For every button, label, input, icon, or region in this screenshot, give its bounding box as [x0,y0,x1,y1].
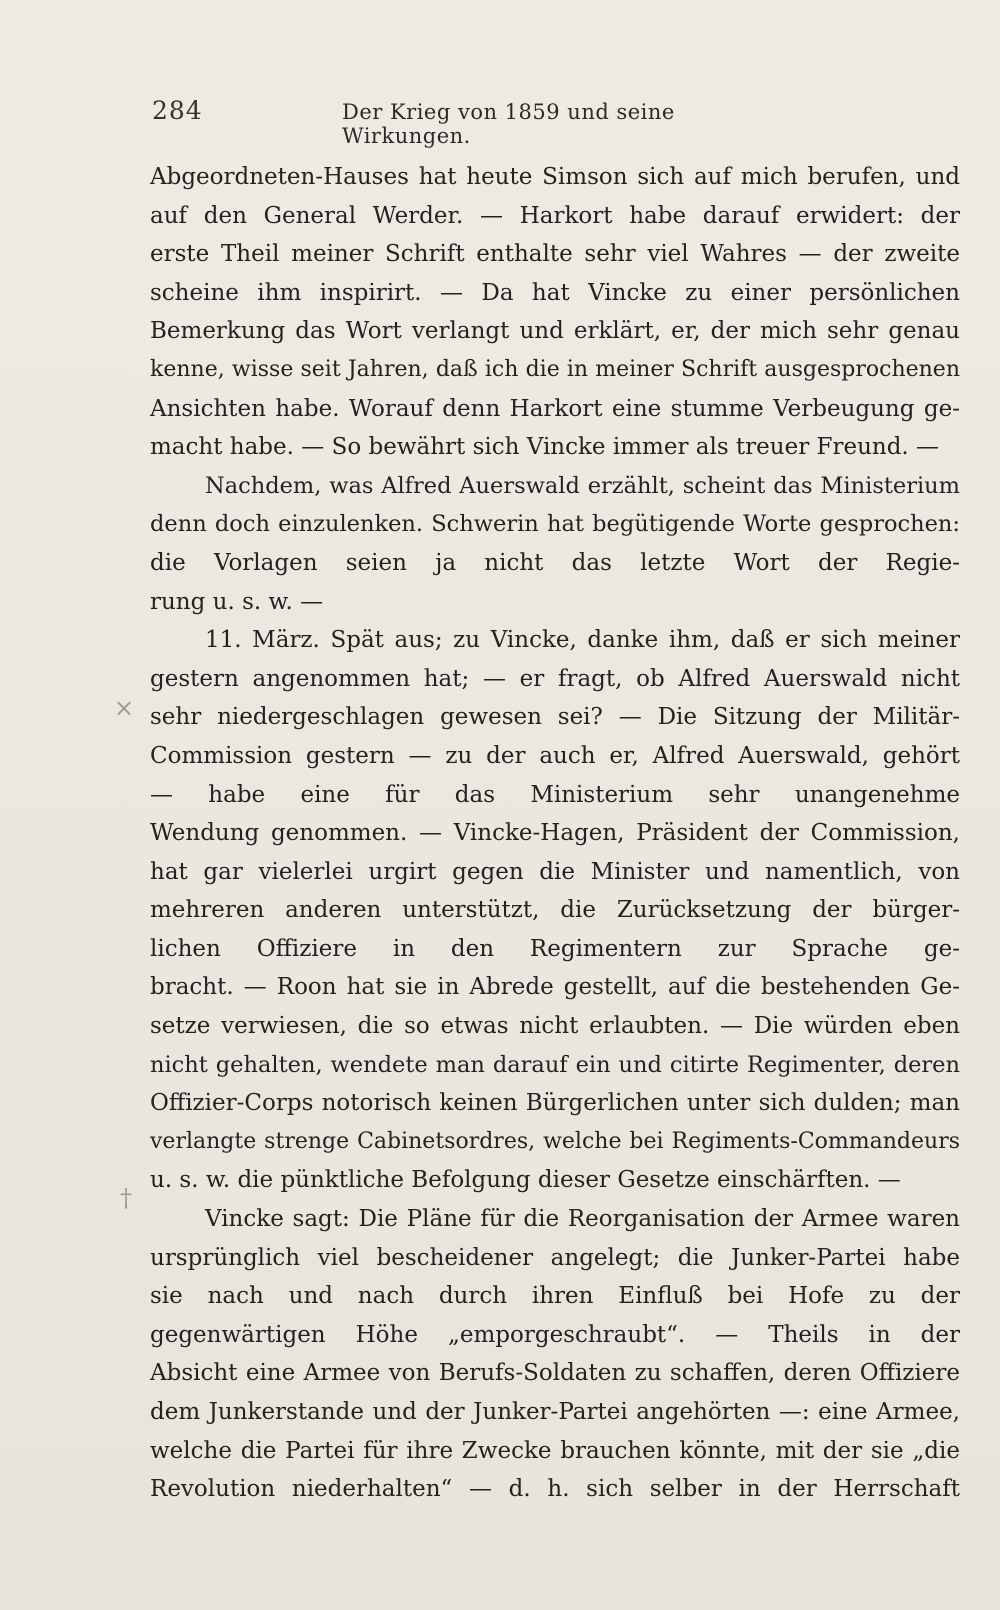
paragraph-first-line: Vincke sagt: Die Pläne für die Reorganisation der Armee waren [205,1206,960,1233]
text-line: dem Junkerstande und der Junker-Partei angehörten —: eine Armee, [150,1399,960,1425]
text-line: verlangte strenge Cabinetsordres, welche bei Regiments-Commandeurs [150,1128,960,1154]
text-line: — habe eine für das Ministerium sehr unangenehme [150,781,960,808]
text-line: Revolution niederhalten“ — d. h. sich selber in der Herrschaft [150,1476,960,1503]
text-line: kenne, wisse seit Jahren, daß ich die in meiner Schrift ausgesprochenen [150,356,960,382]
text-line: u. s. w. die pünktliche Befolgung dieser Gesetze einschärften. — [150,1167,901,1194]
text-line: Ansichten habe. Worauf denn Harkort eine stumme Verbeugung ge- [150,395,960,422]
text-line: gegenwärtigen Höhe „emporgeschraubt“. — Theils in der [150,1321,960,1348]
text-line: mehreren anderen unterstützt, die Zurücksetzung der bürger- [150,897,960,924]
text-line: Offizier-Corps notorisch keinen Bürgerlichen unter sich dulden; man [150,1090,960,1117]
text-line: rung u. s. w. — [150,588,324,615]
text-line: lichen Offiziere in den Regimentern zur Sprache ge- [150,935,960,962]
text-line: Absicht eine Armee von Berufs-Soldaten zu schaffen, deren Offiziere [150,1360,960,1387]
text-line: erste Theil meiner Schrift enthalte sehr viel Wahres — der zweite [150,241,960,268]
text-line: Wendung genommen. — Vincke-Hagen, Präsident der Commission, [150,820,960,847]
text-line: die Vorlagen seien ja nicht das letzte Wort der Regie- [150,549,960,576]
text-line: macht habe. — So bewährt sich Vincke immer als treuer Freund. — [150,434,940,461]
page-header [152,96,792,148]
text-line: sie nach und nach durch ihren Einfluß bei Hofe zu der [150,1283,960,1310]
text-line: sehr niedergeschlagen gewesen sei? — Die Sitzung der Militär- [150,704,960,731]
text-line: welche die Partei für ihre Zwecke brauchen könnte, mit der sie „die [150,1437,960,1464]
paragraph-first-line: Nachdem, was Alfred Auerswald erzählt, scheint das Ministerium [205,472,960,499]
text-line: gestern angenommen hat; — er fragt, ob Alfred Auerswald nicht [150,665,960,692]
body-text [150,158,960,1509]
text-line: Abgeordneten-Hauses hat heute Simson sich auf mich berufen, und [150,164,960,190]
running-title: Der Krieg von 1859 und seine Wirkungen. [342,100,675,148]
text-line: auf den General Werder. — Harkort habe darauf erwidert: der [150,202,960,229]
text-line: ursprünglich viel bescheidener angelegt; die Junker-Partei habe [150,1244,960,1271]
text-line: scheine ihm inspirirt. — Da hat Vincke zu einer persönlichen [150,279,960,306]
paragraph-first-line: 11. März. Spät aus; zu Vincke, danke ihm, daß er sich meiner [205,627,960,654]
text-line: nicht gehalten, wendete man darauf ein und citirte Regimenter, deren [150,1051,960,1078]
margin-mark: † [120,1184,132,1212]
text-line: Commission gestern — zu der auch er, Alfred Auerswald, gehört [150,742,960,769]
text-line: Bemerkung das Wort verlangt und erklärt, er, der mich sehr genau [150,318,960,345]
margin-mark: × [114,694,135,722]
text-line: denn doch einzulenken. Schwerin hat begütigende Worte gesprochen: [150,511,960,538]
text-line: setze verwiesen, die so etwas nicht erlaubten. — Die würden eben [150,1013,960,1040]
page-number: 284 [152,96,203,125]
text-line: bracht. — Roon hat sie in Abrede gestellt, auf die bestehenden Ge- [150,974,960,1001]
text-line: hat gar vielerlei urgirt gegen die Minister und namentlich, von [150,858,960,885]
